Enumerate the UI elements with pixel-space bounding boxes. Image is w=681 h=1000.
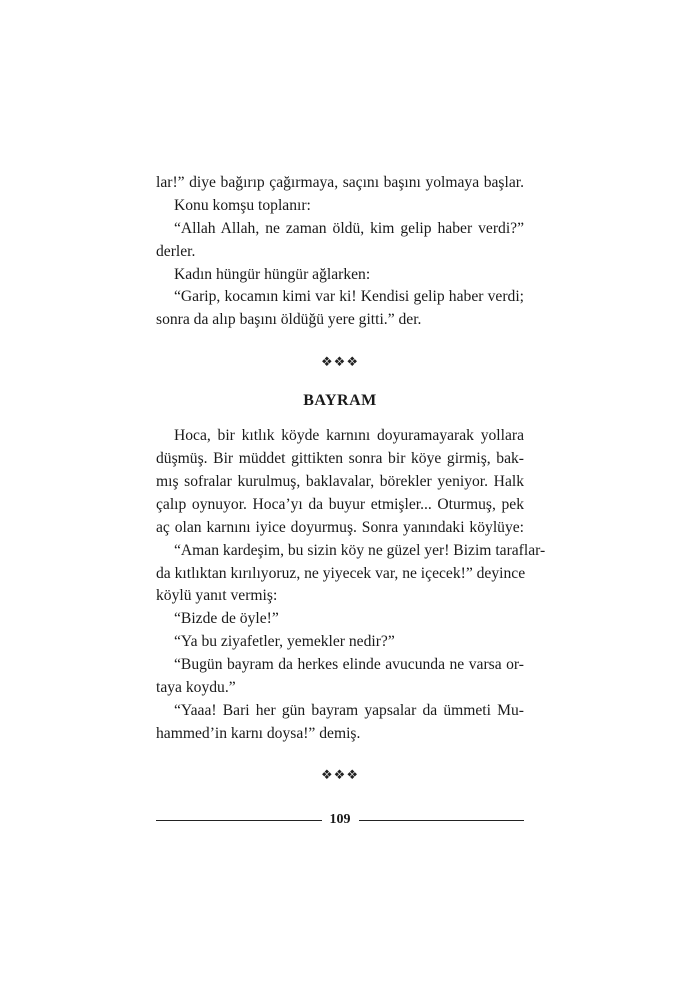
text-line: “Bizde de öyle!” [174, 610, 279, 628]
text-line: Hoca, bir kıtlık köyde karnını doyuramayarak yollara [174, 427, 524, 445]
section-title: BAYRAM [303, 392, 377, 410]
page-body [156, 172, 546, 786]
text-line: hammed’in karnı doysa!” demiş. [156, 724, 361, 742]
ornament-divider: ❖❖❖ [321, 354, 359, 370]
text-line: sonra da alıp başını öldüğü yere gitti.” der. [156, 311, 422, 329]
text-line: mış sofralar kurulmuş, baklavalar, börekler yeniyor. Halk [156, 473, 524, 491]
text-line: “Bugün bayram da herkes elinde avucunda ne varsa or- [174, 656, 524, 674]
text-line: “Allah Allah, ne zaman öldü, kim gelip haber verdi?” [174, 219, 524, 237]
text-line: “Garip, kocamın kimi var ki! Kendisi gelip haber verdi; [174, 288, 524, 306]
text-line: taya koydu.” [156, 679, 236, 697]
footer-rule-left [156, 820, 322, 821]
text-line: çalıp oynuyor. Hoca’yı da buyur etmişler... Oturmuş, pek [156, 495, 524, 513]
text-line: derler. [156, 242, 196, 260]
text-line: “Yaaa! Bari her gün bayram yapsalar da ümmeti Mu- [174, 701, 524, 719]
text-line: düşmüş. Bir müddet gittikten sonra bir köye girmiş, bak- [156, 450, 524, 468]
text-line: köylü yanıt vermiş: [156, 587, 278, 605]
page-footer [156, 810, 524, 830]
text-line: Kadın hüngür hüngür ağlarken: [174, 265, 371, 283]
page-number: 109 [329, 812, 351, 827]
text-line: Konu komşu toplanır: [174, 196, 311, 214]
text-line: da kıtlıktan kırılıyoruz, ne yiyecek var, ne içecek!” deyince [156, 564, 526, 582]
text-line: “Ya bu ziyafetler, yemekler nedir?” [174, 633, 395, 651]
text-line: “Aman kardeşim, bu sizin köy ne güzel yer! Bizim taraflar- [174, 541, 546, 559]
footer-rule-right [359, 820, 525, 821]
text-line: aç olan karnını iyice doyurmuş. Sonra yanındaki köylüye: [156, 518, 524, 536]
ornament-divider: ❖❖❖ [321, 766, 359, 782]
text-line: lar!” diye bağırıp çağırmaya, saçını başını yolmaya başlar. [156, 174, 524, 191]
